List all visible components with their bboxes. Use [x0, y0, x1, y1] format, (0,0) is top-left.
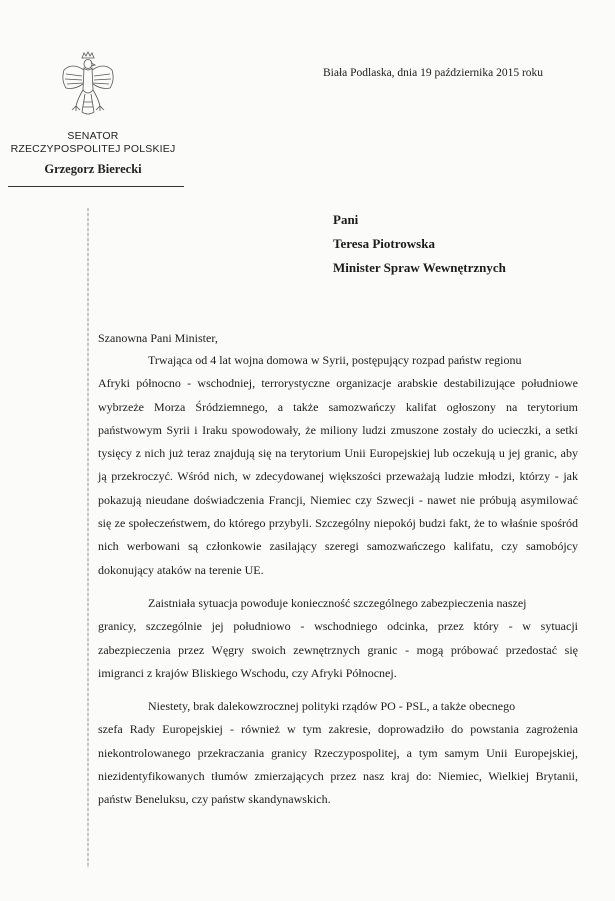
paragraph-1-first-line: Trwająca od 4 lat wojna domowa w Syrii, postępujący rozpad państw regionu	[148, 353, 522, 367]
paragraph-1-rest: Afryki północno - wschodniej, terrorystyczne organizacje arabskie destabilizujące południowe wybrzeże Morza Śródziemnego, a także samozwańczy kalifat ogłoszony na terytorium państwowym Syrii i Iraku spowodowały, że miliony ludzi zmuszone zostały do ucieczki, a setki tysięcy z nich już teraz znajdują się na terytorium Unii Europejskiej lub oczekują u jej granic, aby ją przekroczyć. Wśród nich, w zdecydowanej większości przeważają ludzie młodzi, którzy - jak pokazują nieudane doświadczenia Francji, Niemiec czy Szwecji - nawet nie próbują asymilować się ze społeczeństwem, do którego przybyli. Szczególny niepokój budzi fakt, że to właśnie spośród nich werbowani są członkowie zasilający szeregi samozwańczego kalifatu, czy samobójcy dokonujący ataków na terenie UE.	[98, 376, 578, 577]
paragraph-3-first-line: Niestety, brak dalekowzrocznej polityki rządów PO - PSL, a także obecnego	[148, 699, 516, 714]
paragraph-3	[98, 695, 578, 811]
paragraph-1	[98, 349, 578, 582]
recipient-line1: Pani	[333, 212, 359, 227]
recipient-line2: Teresa Piotrowska	[333, 236, 435, 251]
scan-margin-line	[87, 208, 89, 868]
letterhead-title-line1: SENATOR	[67, 130, 119, 142]
white-eagle-emblem-icon	[58, 50, 118, 118]
date-line: Biała Podlaska, dnia 19 października 2015 roku	[323, 67, 544, 79]
salutation: Szanowna Pani Minister,	[98, 331, 218, 345]
paragraph-2-rest: granicy, szczególnie jej południowo - wschodniego odcinka, przez który - w sytuacji zabezpieczenia przez Węgry swoich zewnętrznych granic - mogą próbować przedostać się imigranci z krajów Bliskiego Wschodu, czy Afryki Północnej.	[98, 619, 578, 680]
letterhead	[0, 130, 186, 177]
letterhead-name: Grzegorz Bierecki	[44, 162, 142, 176]
letterhead-title-line2: RZECZYPOSPOLITEJ POLSKIEJ	[10, 143, 176, 155]
recipient-line3: Minister Spraw Wewnętrznych	[333, 260, 506, 275]
paragraph-3-rest: szefa Rady Europejskiej - również w tym zakresie, doprowadziło do powstania zagrożenia niekontrolowanego przekraczania granicy Rzeczypospolitej, a tym samym Unii Europejskiej, niezidentyfikowanych tłumów zmierzających przez nasz kraj do: Niemiec, Wielkiej Brytanii, państw Beneluksu, czy państw skandynawskich.	[98, 722, 578, 807]
letterhead-divider	[8, 186, 184, 187]
letter-body	[98, 349, 578, 822]
paragraph-2	[98, 592, 578, 685]
recipient-block	[333, 208, 506, 280]
paragraph-2-first-line: Zaistniała sytuacja powoduje konieczność szczególnego zabezpieczenia naszej	[148, 595, 527, 610]
